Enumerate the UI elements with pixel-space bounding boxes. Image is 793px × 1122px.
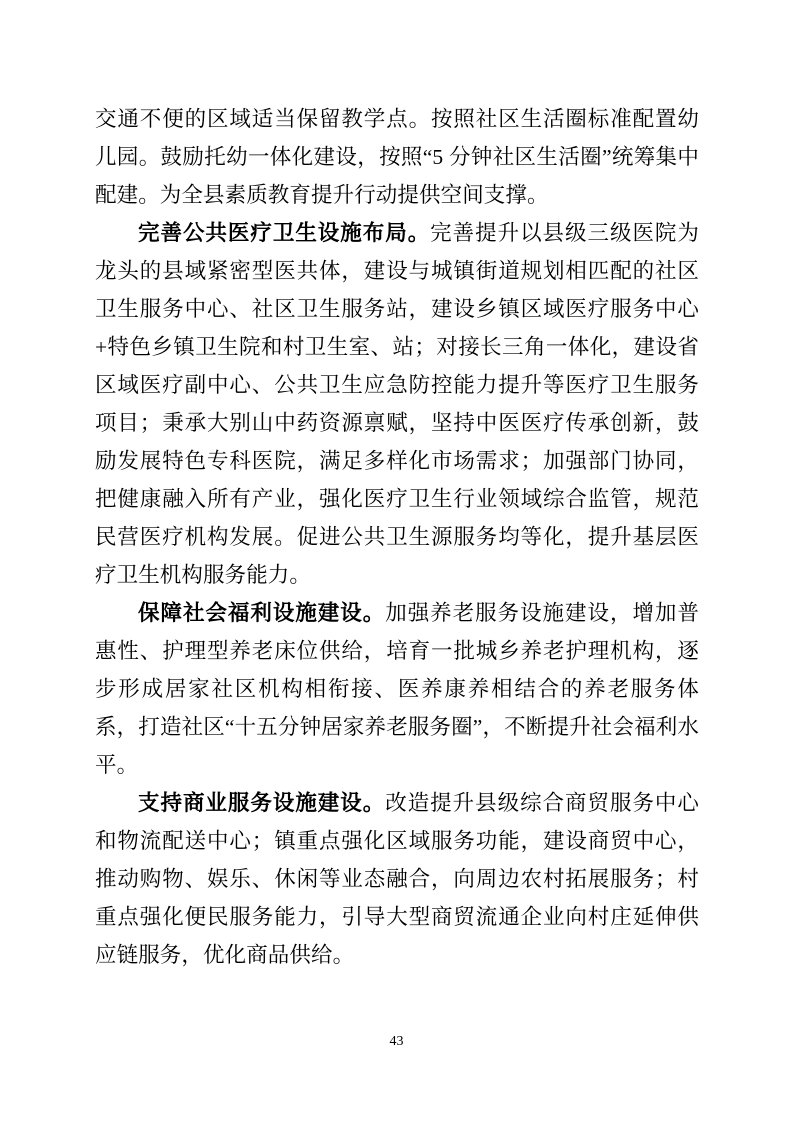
paragraph-lead: 保障社会福利设施建设。 bbox=[138, 601, 386, 625]
paragraph-lead: 完善公共医疗卫生设施布局。 bbox=[138, 221, 431, 245]
paragraph-commercial-services bbox=[95, 784, 699, 974]
page-number: 43 bbox=[389, 1034, 404, 1049]
paragraph-lead: 支持商业服务设施建设。 bbox=[138, 791, 386, 815]
paragraph-text: 加强养老服务设施建设，增加普惠性、护理型养老床位供给，培育一批城乡养老护理机构，逐步形成居家社区机构相衔接、医养康养相结合的养老服务体系，打造社区“十五分钟居家养老服务圈”，不断提升社会福利水平。 bbox=[95, 601, 700, 777]
paragraph-medical-facilities bbox=[95, 214, 699, 594]
document-body bbox=[95, 100, 699, 974]
paragraph-social-welfare bbox=[95, 594, 699, 784]
paragraph-text: 完善提升以县级三级医院为龙头的县域紧密型医共体，建设与城镇街道规划相匹配的社区卫生服务中心、社区卫生服务站，建设乡镇区域医疗服务中心+特色乡镇卫生院和村卫生室、站；对接长三角一体化，建设省区域医疗副中心、公共卫生应急防控能力提升等医疗卫生服务项目；秉承大别山中药资源禀赋，坚持中医医疗传承创新，鼓励发展特色专科医院，满足多样化市场需求；加强部门协同，把健康融入所有产业，强化医疗卫生行业领域综合监管，规范民营医疗机构发展。促进公共卫生源服务均等化，提升基层医疗卫生机构服务能力。 bbox=[95, 221, 699, 587]
paragraph-text: 交通不便的区域适当保留教学点。按照社区生活圈标准配置幼儿园。鼓励托幼一体化建设，按照“5 分钟社区生活圈”统筹集中配建。为全县素质教育提升行动提供空间支撑。 bbox=[95, 107, 699, 207]
paragraph-text: 改造提升县级综合商贸服务中心和物流配送中心；镇重点强化区域服务功能，建设商贸中心，推动购物、娱乐、休闲等业态融合，向周边农村拓展服务；村重点强化便民服务能力，引导大型商贸流通企业向村庄延伸供应链服务，优化商品供给。 bbox=[95, 791, 700, 967]
paragraph-continuation bbox=[95, 100, 699, 214]
